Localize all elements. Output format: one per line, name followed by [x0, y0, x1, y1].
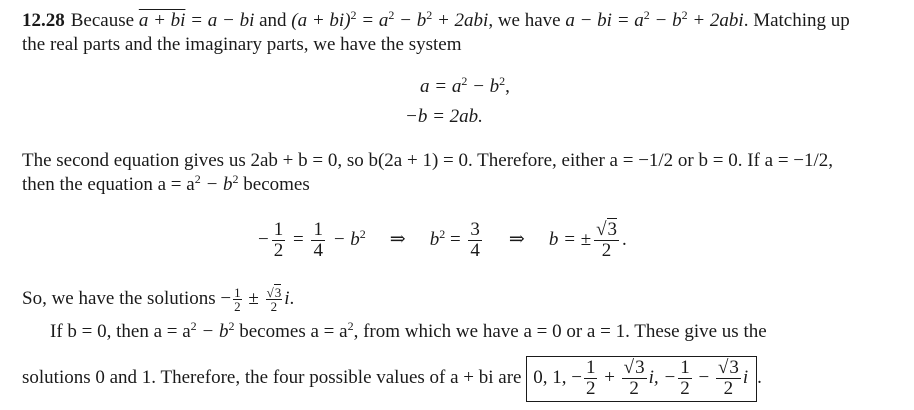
- system-equation-1: $a = a^2 - b^2$,: [420, 74, 510, 97]
- small-fraction-sqrt3-over-2: $\frac{√3}{2}$: [266, 285, 282, 314]
- answer-fraction-sqrt3-2: $\frac{√3}{2}$: [717, 356, 739, 399]
- implies-arrow-2: ⇒: [508, 229, 525, 250]
- conjugate-expression: a + bi: [138, 10, 186, 31]
- para2-line2: then the equation $a = a^2 - b^2$ becomes: [22, 172, 310, 195]
- para1-line2: the real parts and the imaginary parts, we have the system: [22, 34, 462, 55]
- fraction-three-quarters: $\frac{3}{4}$: [470, 219, 480, 262]
- answer-fraction-half-2: $\frac{1}{2}$: [680, 356, 690, 399]
- para4-line1: If b = 0, then $a = a^2 - b^2$ becomes $a = a^2$, from which we have a = 0 or a = 1. These give us the: [50, 319, 767, 342]
- para2-line1: The second equation gives us 2ab + b = 0, so b(2a + 1) = 0. Therefore, either a = −1/2 or b = 0. If a = −1/2,: [22, 150, 834, 171]
- small-fraction-one-half: $\frac{1}{2}$: [234, 285, 241, 314]
- system-equation-2: −b = 2ab.: [405, 106, 483, 127]
- problem-number: 12.28: [22, 10, 65, 31]
- answer-fraction-half-1: $\frac{1}{2}$: [585, 356, 596, 399]
- fraction-one-half: $\frac{1}{2}$: [273, 219, 284, 262]
- para1-line1: 12.28 Because a + bi = a − bi and $(a + bi)^2 = a^2 - b^2 + 2abi$, we have a − bi = $a^2 - b^2 + 2abi$. Matching up: [22, 8, 850, 31]
- para4-line2: solutions 0 and 1. Therefore, the four possible values of a + bi are 0, 1, − $\frac{1}{2}$ + $\frac{√3}{2}$ i, − $\frac{1}{2}$ − $\frac{√3}{2}$ i .: [22, 352, 762, 404]
- fraction-one-quarter: $\frac{1}{4}$: [313, 219, 323, 262]
- fraction-sqrt3-over-2: $\frac{√3}{2}$: [596, 219, 618, 262]
- final-answer-box: 0, 1, − $\frac{1}{2}$ + $\frac{√3}{2}$ i, − $\frac{1}{2}$ − $\frac{√3}{2}$ i: [526, 356, 757, 402]
- implies-arrow-1: ⇒: [389, 229, 406, 250]
- para3-line: So, we have the solutions − $\frac{1}{2}$ ± $\frac{√3}{2}$ i.: [22, 285, 295, 314]
- derivation-display: − $\frac{1}{2}$ = $\frac{1}{4}$ − $b^2$ ⇒ $b^2$ = $\frac{3}{4}$ ⇒ b = ± $\frac{√3}{2}$ .: [258, 219, 627, 262]
- answer-fraction-sqrt3-1: $\frac{√3}{2}$: [623, 356, 645, 399]
